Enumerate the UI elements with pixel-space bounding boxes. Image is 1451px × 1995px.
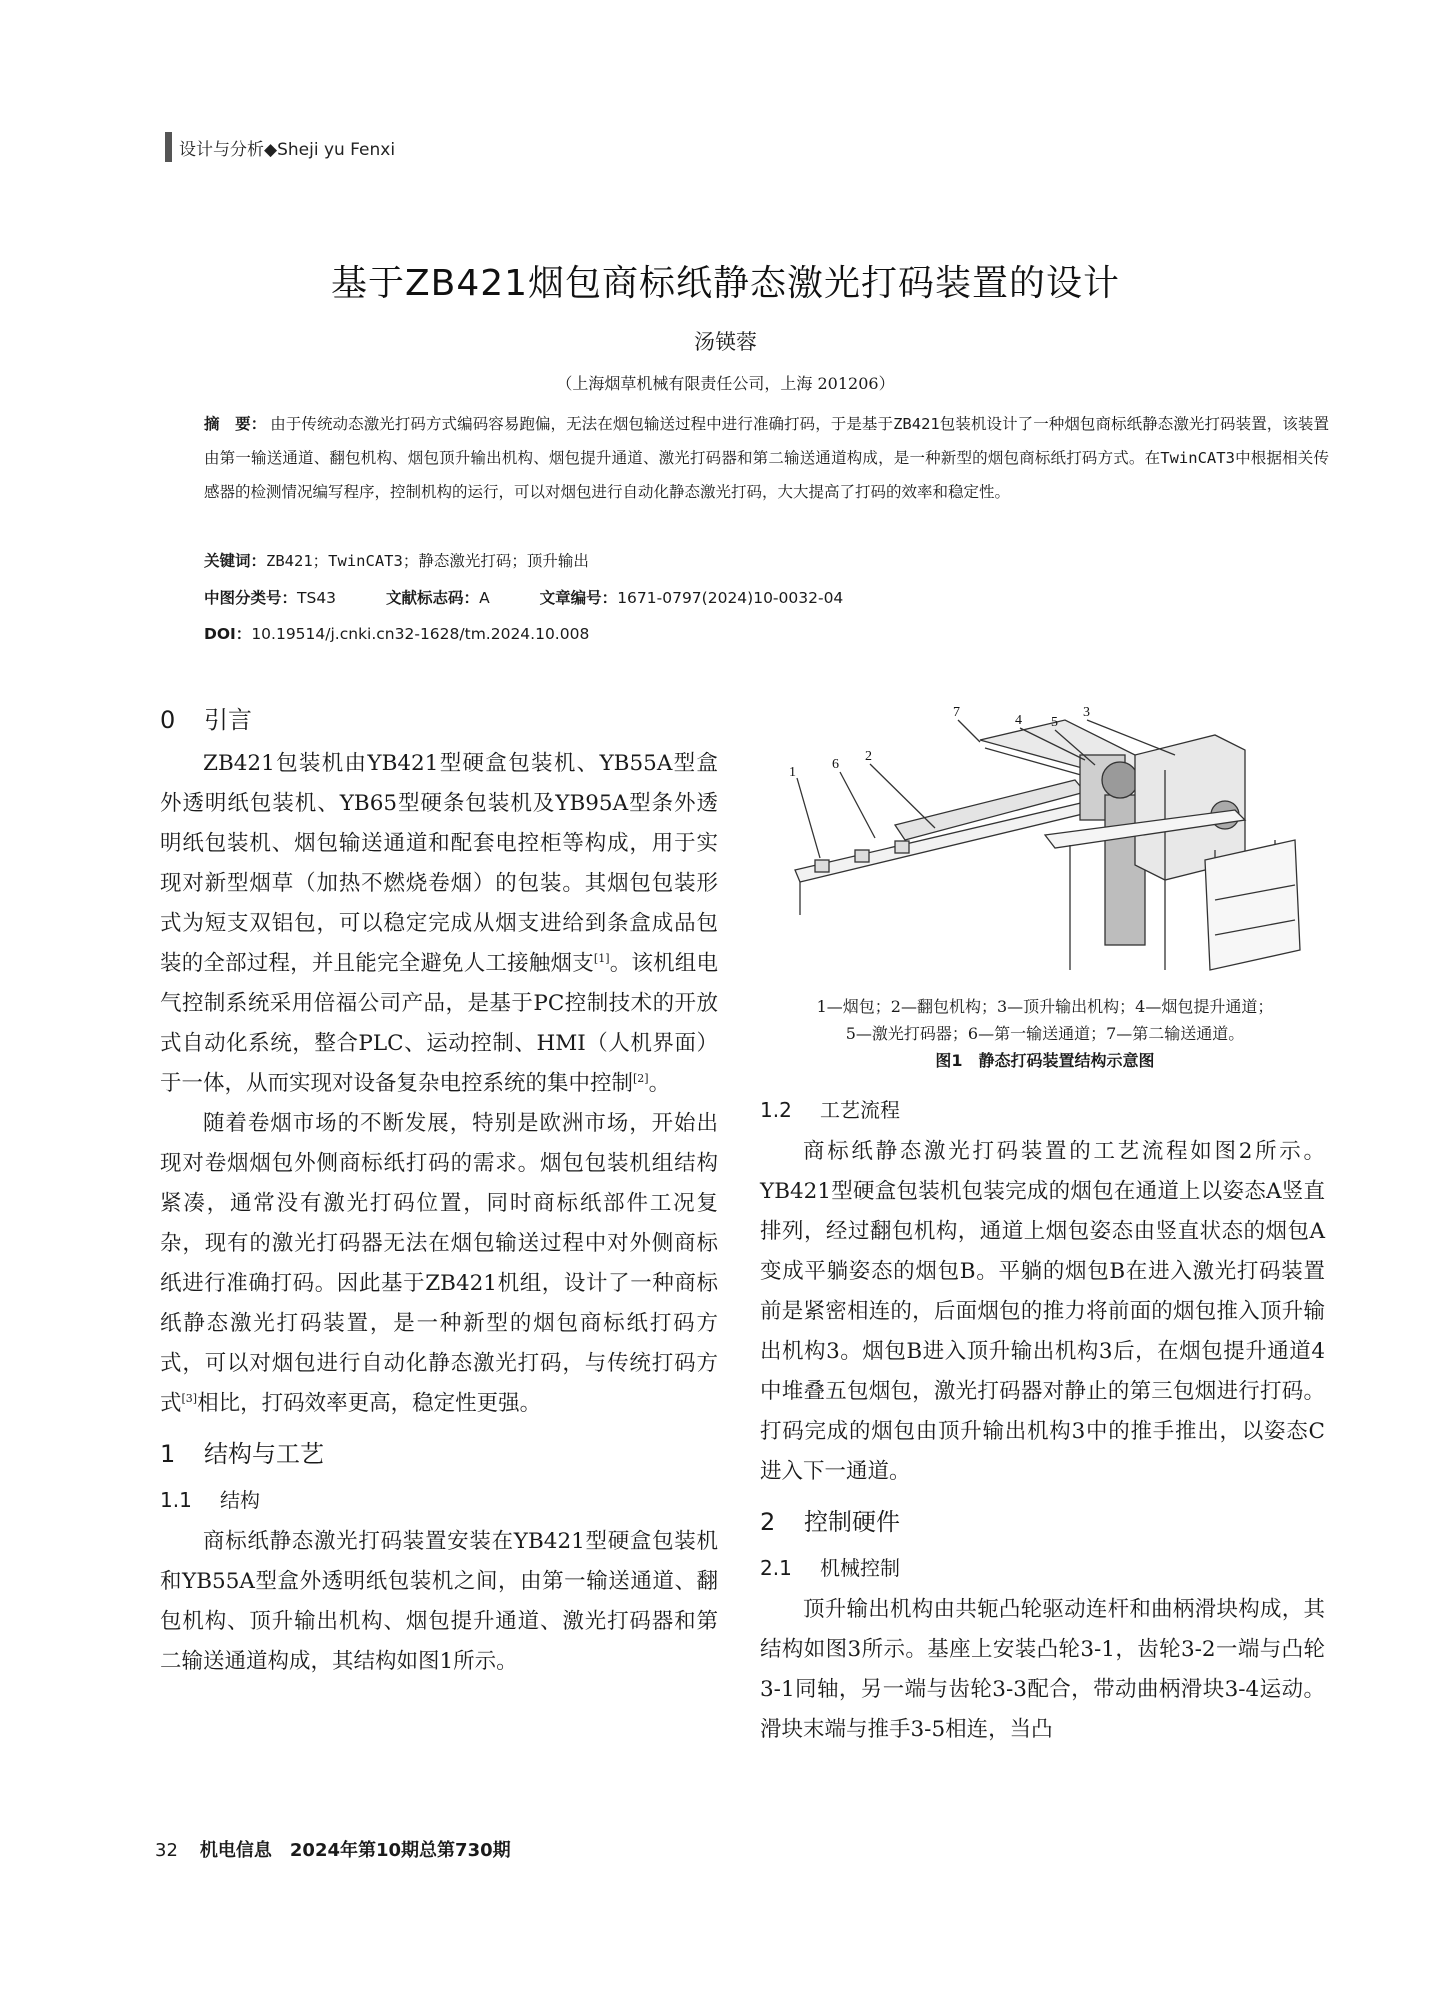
section-title: 引言 [204,706,252,734]
figure-label: 7 [953,705,960,720]
paragraph: 商标纸静态激光打码装置安装在YB421型硬盒包装机和YB55A型盒外透明纸包装机之间，由第一输送通道、翻包机构、顶升输出机构、烟包提升通道、激光打码器和第二输送通道构成，其结构如图1所示。 [160,1529,718,1674]
section-title: 结构与工艺 [204,1440,324,1468]
section-1-heading [160,1430,718,1478]
section-number: 1 [160,1440,176,1468]
running-header [165,132,395,162]
affiliation: （上海烟草机械有限责任公司，上海 201206） [556,374,895,393]
figure-label: 4 [1015,713,1022,728]
section-2-heading [760,1498,1325,1546]
abstract [204,407,1329,509]
doi [204,622,589,644]
section-number: 0 [160,706,176,734]
header-bar [165,132,172,162]
paper-title: 基于ZB421烟包商标纸静态激光打码装置的设计 [330,263,1121,304]
section-number: 2 [760,1508,776,1536]
figure-label: 1 [789,765,796,780]
text-run: 随着卷烟市场的不断发展，特别是欧洲市场，开始出现对卷烟烟包外侧商标纸打码的需求。烟包包装机组结构紧凑，通常没有激光打码位置，同时商标纸部件工况复杂，现有的激光打码器无法在烟包输送过程中对外侧商标纸进行准确打码。因此基于ZB421机组，设计了一种商标纸静态激光打码装置，是一种新型的烟包商标纸打码方式，可以对烟包进行自动化静态激光打码，与传统打码方式 [160,1111,718,1416]
author: 汤锳蓉 [694,330,757,354]
page-number: 32 [155,1840,178,1861]
clc-label: 中图分类号： [204,589,298,607]
figure-1-diagram [775,700,1320,990]
classification-line [204,586,843,608]
section-2-1-heading [760,1546,1325,1590]
paragraph [160,1104,718,1424]
figure-label: 3 [1083,705,1090,720]
figure-label: 5 [1051,715,1058,730]
section-0-heading [160,696,718,744]
article-label: 文章编号： [539,589,618,607]
clc-value: TS43 [297,589,337,607]
text-run: 相比，打码效率更高，稳定性更强。 [197,1391,542,1416]
legend-line: 1—烟包；2—翻包机构；3—顶升输出机构；4—烟包提升通道； [816,997,1274,1016]
doc-label: 文献标志码： [386,589,480,607]
section-title: 结构 [220,1488,260,1512]
section-title: 工艺流程 [820,1098,900,1122]
doc-value: A [479,589,490,607]
section-title: 机械控制 [820,1556,900,1580]
legend-line: 5—激光打码器；6—第一输送通道；7—第二输送通道。 [845,1024,1245,1043]
journal-issue: 机电信息 2024年第10期总第730期 [199,1840,511,1861]
doi-label: DOI： [204,625,252,643]
keywords-label: 关键词： [204,552,267,570]
text-run: 。 [648,1071,671,1096]
keywords [204,549,589,571]
doc-code [386,586,490,608]
text-run: ZB421包装机由YB421型硬盒包装机、YB55A型盒外透明纸包装机、YB65型硬条包装机及YB95A型条外透明纸包装机、烟包输送通道和配套电控柜等构成，用于实现对新型烟草（加热不燃烧卷烟）的包装。其烟包包装形式为短支双铝包，可以稳定完成从烟支进给到条盒成品包装的全部过程，并且能完全避免人工接触烟支 [160,751,718,976]
figure-label: 2 [865,749,872,764]
paragraph [160,744,718,1104]
left-column [160,696,718,1682]
text-run: 。该机组电气控制系统采用倍福公司产品，是基于PC控制技术的开放式自动化系统，整合PLC、运动控制、HMI（人机界面）于一体，从而实现对设备复杂电控系统的集中控制 [160,951,718,1096]
page-footer [155,1836,511,1862]
section-title: 控制硬件 [804,1508,900,1536]
clc [204,586,336,608]
right-column [760,1088,1325,1750]
citation: [3] [181,1391,198,1405]
abstract-text: 由于传统动态激光打码方式编码容易跑偏，无法在烟包输送过程中进行准确打码，于是基于ZB421包装机设计了一种烟包商标纸静态激光打码装置，该装置由第一输送通道、翻包机构、烟包顶升输出机构、烟包提升通道、激光打码器和第二输送通道构成，是一种新型的烟包商标纸打码方式。在TwinCAT3中根据相关传感器的检测情况编写程序，控制机构的运行，可以对烟包进行自动化静态激光打码，大大提高了打码的效率和稳定性。 [204,415,1329,501]
section-1-1-heading [160,1478,718,1522]
citation: [2] [633,1071,649,1085]
section-number: 2.1 [760,1556,792,1580]
figure-label: 6 [832,757,839,772]
doi-value: 10.19514/j.cnki.cn32-1628/tm.2024.10.008 [251,625,590,643]
article-value: 1671-0797(2024)10-0032-04 [617,589,844,607]
paragraph: 顶升输出机构由共轭凸轮驱动连杆和曲柄滑块构成，其结构如图3所示。基座上安装凸轮3-1，齿轮3-2一端与凸轮3-1同轴，另一端与齿轮3-3配合，带动曲柄滑块3-4运动。滑块末端与推手3-5相连，当凸 [760,1597,1325,1742]
section-number: 1.2 [760,1098,792,1122]
citation: [1] [593,951,610,965]
abstract-label: 摘 要： [204,415,267,433]
keywords-text: ZB421；TwinCAT3；静态激光打码；顶升输出 [266,552,589,570]
figure-1-legend [748,993,1342,1074]
section-1-2-heading [760,1088,1325,1132]
paragraph: 商标纸静态激光打码装置的工艺流程如图2所示。YB421型硬盒包装机包装完成的烟包在通道上以姿态A竖直排列，经过翻包机构，通道上烟包姿态由竖直状态的烟包A变成平躺姿态的烟包B。平躺的烟包B在进入激光打码装置前是紧密相连的，后面烟包的推力将前面的烟包推入顶升输出机构3。烟包B进入顶升输出机构3后，在烟包提升通道4中堆叠五包烟包，激光打码器对静止的第三包烟进行打码。打码完成的烟包由顶升输出机构3中的推手推出，以姿态C进入下一通道。 [760,1139,1325,1484]
figure-1-title: 图1 静态打码装置结构示意图 [935,1051,1155,1070]
section-number: 1.1 [160,1488,192,1512]
header-section: 设计与分析◆Sheji yu Fenxi [179,139,396,160]
article-number [540,586,844,608]
